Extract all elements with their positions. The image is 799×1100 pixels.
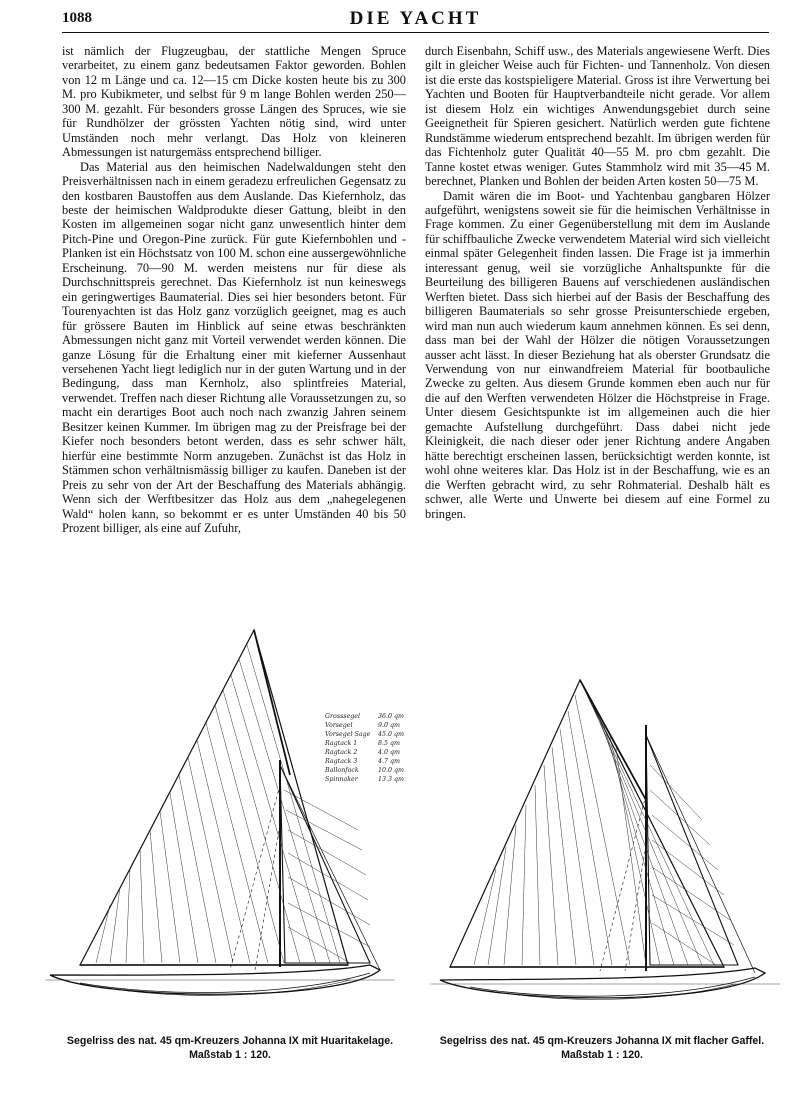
- paragraph: Damit wären die im Boot- und Yachtenbau gangbaren Hölzer aufgeführt, wenigstens soweit sie für die heimischen Verhältnisse in Frage kommen. Zu einer Gegenüberstellung mit dem im Auslande für schiffbauliche Zwecke verwendetem Material wird sich vielleicht einmal später Gelegenheit finden lassen. Die Frage ist ja immerhin interessant genug, weil sie vorzügliche Anhaltspunkte für die Beurteilung des billigeren Bauens auf verschiedenen ausländischen Werften bietet. Dass sich hierbei auf der Basis der Beschaffung des billigeren Baumaterials so sehr grosse Preisunterschiede ergeben, wird man nun auch wiederum kaum annehmen können. Es sei denn, dass man bei der Wahl der Hölzer die nötigen Voraussetzungen ausser acht lässt. In dieser Beziehung hat als oberster Grundsatz die Verwendung von nur einwandfreiem Material für bootbauliche Zwecke zu gelten. Aus diesem Grunde kommen eben auch nur für die auf den Werften verwendeten Hölzer die Höchstpreise in Frage. Unter diesem Gesichtspunkte ist im allgemeinen auch die hier gemachte Aufstellung durchgeführt. Dass dabei nicht jede Kleinigkeit, die nach dieser oder jener Richtung andere Angaben hätte berechtigt erscheinen lassen, berücksichtigt werden konnte, ist wohl ohne weiteres klar. Das Holz ist in der Beschaffung, wie es an die Werften gebracht wird, zu sehr Rohmaterial. Deshalb hält es schwer, alle Werte und Unwerte bei diesem auf eine Formel zu bringen.: [425, 188, 770, 521]
- figure-caption-right: [412, 1034, 792, 1062]
- sail-plan-drawing: [420, 625, 790, 1025]
- sail-table-name: Vorsegel: [325, 722, 353, 729]
- caption-scale: Maßstab 1 : 120.: [189, 1049, 271, 1061]
- paragraph: Das Material aus den heimischen Nadelwaldungen steht den Preisverhältnissen nach in einem geradezu erfreulichen Gegensatz zu den kostbaren Baustoffen aus dem Auslande. Das Kiefernholz, das beste der heimischen Waldprodukte dieser Gattung, bleibt in den Kosten im allgemeinen sogar nicht ganz unwesentlich hinter dem Pitch-Pine und Oregon-Pine zurück. Für gute Kiefernbohlen und -Planken ist ein Höchstsatz von 100 M. schon eine aussergewöhnliche Erscheinung. 70—90 M. werden meistens nur für diese als Durchschnittspreis gerechnet. Das Kiefernholz ist nun keineswegs ein geringwertiges Baumaterial. Dies sei hier besonders betont. Für Tourenyachten ist das Holz ganz vorzüglich geeignet, mag es auch für grössere Bauten im Hinblick auf seine etwas beschränkten Abmessungen nicht ganz mit Vorteil verwendet werden können. Die ganze Lösung für die Erhaltung einer mit kieferner Aussenhaut versehenen Yacht liegt lediglich nur in der guten Wartung und in der Bedingung, dass man Kernholz, also splintfreies Material, verwendet. Treffen nach dieser Richtung alle Voraussetzungen zu, so macht ein derartiges Boot auch noch nach zwanzig Jahren seinem Besitzer keinen Kummer. Im übrigen mag zu der Preisfrage bei der Kiefer noch besonders betont werden, dass es sehr schwer hält, hierfür eine bestimmte Norm anzugeben. Zunächst ist das Holz in Stämmen schon verhältnismässig billiger zu kaufen. Daneben ist der Preis zu sehr von der Art der Beschaffung des Materials abhängig. Wenn sich der Werftbesitzer das Holz aus dem „nahegelegenen Wald“ holen kann, so bekommt er es unter Umständen 40 bis 50 Prozent billiger, als eine auf Zufuhr,: [62, 159, 406, 535]
- sail-table-name: Vorsegel Sage: [325, 731, 371, 738]
- sail-table-value: 13.3 qm: [378, 776, 405, 783]
- sail-table-name: Ballonfock: [325, 767, 359, 774]
- sail-table-name: Spinnaker: [325, 776, 358, 783]
- sail-area-table: [324, 713, 404, 783]
- sail-plan-drawing: [40, 625, 420, 1025]
- caption-scale: Maßstab 1 : 120.: [561, 1049, 643, 1061]
- sail-table-value: 4.0 qm: [378, 749, 401, 756]
- sail-plan-flat-gaff: [420, 625, 790, 1025]
- sail-table-name: Ragtack 1: [325, 740, 358, 747]
- page-number: 1088: [62, 10, 92, 26]
- sail-table-value: 8.5 qm: [378, 740, 401, 747]
- sail-table-value: 4.7 qm: [378, 758, 401, 765]
- paragraph: ist nämlich der Flugzeugbau, der stattliche Mengen Spruce verarbeitet, zu einem ganz bedeutsamen Faktor geworden. Bohlen von 12 m Länge und ca. 12—15 cm Dicke kosten heute bis zu 300 M. pro Kubikmeter, und selbst für 9 m lange Bohlen werden 250—300 M. gezahlt. Für besonders grosse Längen des Spruces, wie sie für Rundhölzer der grössten Yachten nötig sind, wird unter Umständen noch mehr verlangt. Das Holz von kleineren Abmessungen ist naturgemäss entsprechend billiger.: [62, 44, 406, 160]
- sail-table-value: 10.0 qm: [378, 767, 405, 774]
- header-rule: [62, 32, 769, 33]
- sail-table-value: 45.0 qm: [378, 731, 405, 738]
- figure-caption-left: [40, 1034, 420, 1062]
- caption-text: Segelriss des nat. 45 qm-Kreuzers Johanna IX mit Huaritakelage.: [66, 1035, 394, 1047]
- left-text-column: [62, 44, 406, 535]
- sail-table-name: Ragtack 3: [325, 758, 358, 765]
- page-header: [62, 6, 769, 34]
- sail-plan-huari-rig: [40, 625, 420, 1025]
- sail-table-name: Grosssegel: [325, 713, 361, 720]
- sail-table-value: 36.0 qm: [378, 713, 405, 720]
- sail-table-name: Ragtack 2: [325, 749, 358, 756]
- running-title: DIE YACHT: [349, 8, 482, 29]
- caption-text: Segelriss des nat. 45 qm-Kreuzers Johanna IX mit flacher Gaffel.: [439, 1035, 765, 1047]
- sail-table-value: 9.0 qm: [378, 722, 401, 729]
- paragraph: durch Eisenbahn, Schiff usw., des Materials angewiesene Werft. Dies gilt in gleicher Weise auch für Fichten- und Tannenholz. Von diesen ist die erste das kostspieligere Material. Gross ist ihre Verwertung bei Yachten und Booten für Hauptverbandteile nicht gerade. Vor allem ist diesem Holz ein wichtiges Anwendungsgebiet durch seine Geeignetheit für Spieren gesichert. Natürlich werden gute fichtene Rundstämme wiederum entsprechend bezahlt. Im übrigen werden für das Fichtenholz guter Qualität 40—55 M. pro cbm gezahlt. Die Tanne kostet etwas weniger. Gutes Stammholz wird mit 35—45 M. berechnet, Planken und Bohlen der beiden Arten kosten 50—75 M.: [425, 44, 770, 189]
- right-text-column: [425, 44, 770, 521]
